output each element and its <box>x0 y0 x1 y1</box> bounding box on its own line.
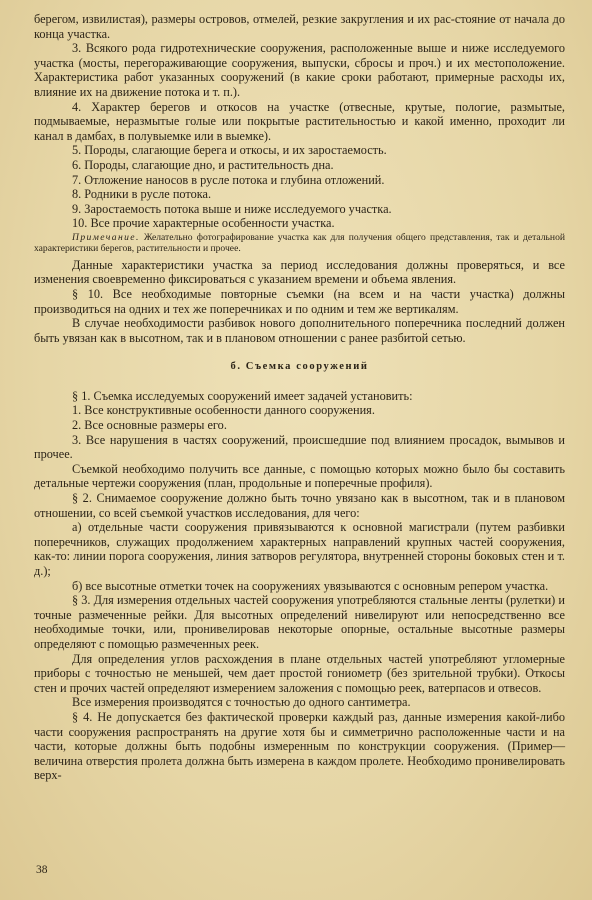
list-item-10: 10. Все прочие характерные особенности участка. <box>72 216 335 231</box>
paragraph-case: В случае необходимости разбивок нового дополнительного поперечника последний должен быть увязан как в высотном, так и в плановом отношении с ранее разбитой сетью. <box>34 316 565 345</box>
paragraph-section-4: § 4. Не допускается без фактической проверки каждый раз, данные измерения какой-либо части сооружения распространять на другие хотя бы и симметрично расположенные части и на части, которые должны быть подобны измеренным по конструкции сооружения. (Пример—величина отверстия пролета должна быть измерена в каждом пролете. Необходимо пронивелировать верх- <box>34 709 565 783</box>
section-item-2: 2. Все основные размеры его. <box>72 418 227 433</box>
section-item-1: 1. Все конструктивные особенности данного сооружения. <box>72 403 375 418</box>
paragraph-section-3: § 3. Для измерения отдельных частей сооружения употребляются стальные ленты (рулетки) и точные размеченные рейки. Для высотных определений нивелируют или непосредственно все необходимые точки, или, пронивелировав некоторые опорные, остальные высотные размеры определяют с помощью размеченных реек. <box>34 593 565 651</box>
note-label: Примечание. <box>72 231 140 243</box>
list-item-4: 4. Характер берегов и откосов на участке (отвесные, крутые, пологие, размытые, подмываемые, неразмытые голые или покрытые растительностью и какой именно, проходит ли канал в дамбах, в полувыемке или в выемке). <box>34 99 565 143</box>
list-item-5: 5. Породы, слагающие берега и откосы, и их заростаемость. <box>72 143 387 158</box>
paragraph-section-2: § 2. Снимаемое сооружение должно быть точно увязано как в высотном, так и в плановом отношении, со всей съемкой участков исследования, для чего: <box>34 491 565 520</box>
paragraph-data: Данные характеристики участка за период исследования должны проверяться, и все изменения своевременно фиксироваться с указанием времени и объема явления. <box>34 257 565 287</box>
paragraph-accuracy: Все измерения производятся с точностью до одного сантиметра. <box>72 695 411 710</box>
list-item-9: 9. Заростаемость потока выше и ниже исследуемого участка. <box>72 201 392 216</box>
paragraph-section-10: § 10. Все необходимые повторные съемки (на всем и на части участка) должны производиться на одних и тех же поперечниках и по одним и тем же вертикалям. <box>34 286 565 316</box>
paragraph-section-2b: б) все высотные отметки точек на сооружениях увязываются с основным репером участка. <box>72 578 549 593</box>
list-item-8: 8. Родники в русле потока. <box>72 187 212 202</box>
paragraph-section-1: § 1. Съемка исследуемых сооружений имеет задачей установить: <box>72 388 413 403</box>
note-text: Желательно фотографирование участка как для получения общего представления, так и детальной характеристики берегов, растительности и прочее. <box>34 231 565 255</box>
list-item-7: 7. Отложение наносов в русле потока и глубина отложений. <box>72 172 385 187</box>
list-item-3: 3. Всякого рода гидротехнические сооружения, расположенные выше и ниже исследуемого участка (мосты, перегораживающие сооружения, выпуски, сбросы и проч.) и их местоположение. Характеристика работ указанных сооружений (в какие сроки работают, примерные расходы их, влияние их на движение потока и т. п.). <box>34 41 565 99</box>
list-item-6: 6. Породы, слагающие дно, и растительность дна. <box>72 157 334 172</box>
paragraph-survey: Съемкой необходимо получить все данные, с помощью которых можно было бы составить детальные чертежи сооружения (план, продольные и поперечные профиля). <box>34 461 565 491</box>
paragraph-continuation: берегом, извилистая), размеры островов, отмелей, резкие закругления и их рас-стояние от начала до конца участка. <box>34 12 565 41</box>
footnote <box>34 232 565 255</box>
section-item-3: 3. Все нарушения в частях сооружений, происшедшие под влиянием просадок, вымывов и прочее. <box>34 432 565 462</box>
paragraph-section-2a: а) отдельные части сооружения привязываются к основной магистрали (путем разбивки поперечников, служащих продолжением характерных направлений крупных частей сооружения, как-то: линии порога сооружения, линия затворов регулятора, внутренней стороны боковых стен и т. д.); <box>34 520 565 578</box>
page-number: 38 <box>36 864 48 876</box>
section-heading: б. Съемка сооружений <box>230 361 369 373</box>
paragraph-angles: Для определения углов расхождения в плане отдельных частей употребляют угломерные приборы с точностью не меньшей, чем дает простой гониометр (без зрительной трубки). Откосы стен и прочих частей определяют измерением заложения с помощью реек, ватерпасов и отвесов. <box>34 651 565 695</box>
